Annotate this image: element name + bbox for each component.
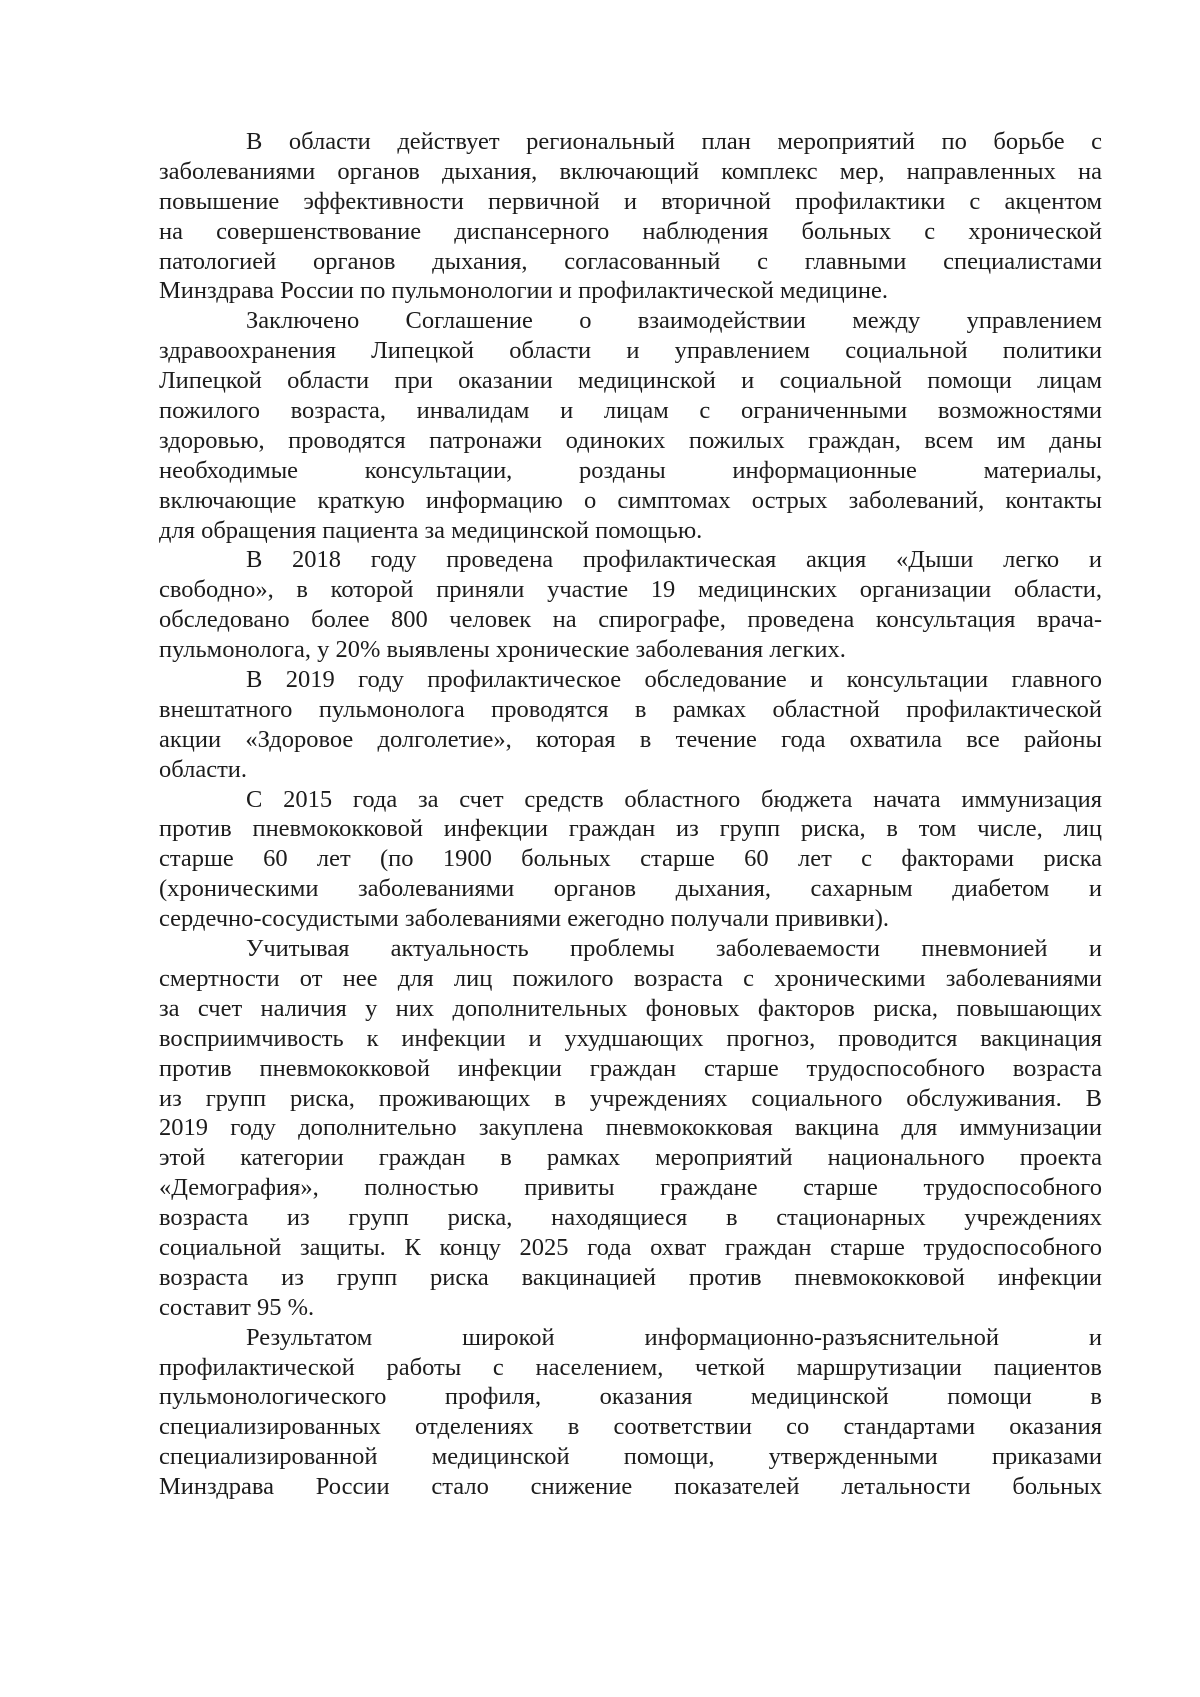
text-line: за счет наличия у них дополнительных фоновых факторов риска, повышающих [159, 994, 1102, 1022]
text-line: для обращения пациента за медицинской помощью. [159, 516, 703, 544]
text-line: возраста из групп риска, находящиеся в стационарных учреждениях [159, 1204, 1102, 1232]
text-line: Учитывая актуальность проблемы заболеваемости пневмонией и [246, 935, 1102, 963]
text-line: В области действует региональный план мероприятий по борьбе с [246, 128, 1102, 155]
text-line: 2019 году дополнительно закуплена пневмококковая вакцина для иммунизации [159, 1114, 1102, 1142]
text-line: здоровью, проводятся патронажи одиноких пожилых граждан, всем им даны [159, 426, 1102, 454]
text-line: социальной защиты. К концу 2025 года охват граждан старше трудоспособного [159, 1233, 1102, 1261]
text-line: старше 60 лет (по 1900 больных старше 60 лет с факторами риска [159, 845, 1102, 873]
text-line: пульмонологического профиля, оказания медицинской помощи в [159, 1383, 1102, 1411]
text-line: смертности от нее для лиц пожилого возраста с хроническими заболеваниями [159, 964, 1102, 992]
text-line: Липецкой области при оказании медицинской и социальной помощи лицам [159, 367, 1102, 395]
text-line: патологией органов дыхания, согласованный с главными специалистами [159, 247, 1102, 275]
text-line: пожилого возраста, инвалидам и лицам с ограниченными возможностями [159, 397, 1102, 425]
text-line: «Демография», полностью привиты граждане старше трудоспособного [159, 1174, 1102, 1202]
text-line: В 2018 году проведена профилактическая акция «Дыши легко и [246, 546, 1102, 574]
text-line: Результатом широкой информационно-разъяснительной и [246, 1323, 1102, 1351]
paragraph [159, 1323, 1102, 1502]
text-line: профилактической работы с населением, четкой маршрутизации пациентов [159, 1353, 1102, 1381]
text-line: против пневмококковой инфекции граждан старше трудоспособного возраста [159, 1054, 1102, 1082]
text-line: повышение эффективности первичной и вторичной профилактики с акцентом [159, 187, 1102, 215]
text-line: В 2019 году профилактическое обследование и консультации главного [246, 666, 1102, 694]
paragraph [159, 934, 1102, 1323]
text-line: Минздрава России по пульмонологии и профилактической медицине. [159, 277, 889, 305]
text-line: возраста из групп риска вакцинацией против пневмококковой инфекции [159, 1263, 1102, 1291]
document-body [159, 127, 1102, 1502]
text-line: области. [159, 755, 248, 783]
text-line: пульмонолога, у 20% выявлены хронические заболевания легких. [159, 636, 846, 664]
text-line: необходимые консультации, розданы информационные материалы, [159, 456, 1102, 484]
text-line: специализированных отделениях в соответствии со стандартами оказания [159, 1413, 1102, 1441]
text-line: здравоохранения Липецкой области и управлением социальной политики [159, 337, 1102, 365]
paragraph [159, 306, 1102, 545]
text-line: акции «Здоровое долголетие», которая в течение года охватила все районы [159, 725, 1102, 753]
text-line: обследовано более 800 человек на спирографе, проведена консультация врача- [159, 606, 1102, 634]
paragraph [159, 665, 1102, 785]
text-line: восприимчивость к инфекции и ухудшающих прогноз, проводится вакцинация [159, 1024, 1102, 1052]
text-line: Минздрава России стало снижение показателей летальности больных [159, 1473, 1102, 1501]
text-line: сердечно-сосудистыми заболеваниями ежегодно получали прививки). [159, 905, 889, 933]
text-line: включающие краткую информацию о симптомах острых заболеваний, контакты [159, 486, 1102, 514]
text-line: этой категории граждан в рамках мероприятий национального проекта [159, 1144, 1102, 1172]
text-line: специализированной медицинской помощи, утвержденными приказами [159, 1443, 1102, 1471]
text-line: внештатного пульмонолога проводятся в рамках областной профилактической [159, 695, 1102, 723]
text-line: Заключено Соглашение о взаимодействии между управлением [246, 307, 1102, 335]
paragraph [159, 785, 1102, 934]
text-line: составит 95 %. [159, 1293, 315, 1321]
text-line: против пневмококковой инфекции граждан из групп риска, в том числе, лиц [159, 815, 1102, 843]
text-line: С 2015 года за счет средств областного бюджета начата иммунизация [246, 785, 1102, 813]
paragraph [159, 127, 1102, 306]
text-line: (хроническими заболеваниями органов дыхания, сахарным диабетом и [159, 875, 1102, 903]
paragraph [159, 545, 1102, 665]
text-line: на совершенствование диспансерного наблюдения больных с хронической [159, 217, 1102, 245]
text-line: из групп риска, проживающих в учреждениях социального обслуживания. В [159, 1084, 1102, 1112]
text-line: заболеваниями органов дыхания, включающий комплекс мер, направленных на [159, 157, 1102, 185]
text-line: свободно», в которой приняли участие 19 медицинских организации области, [159, 576, 1102, 604]
